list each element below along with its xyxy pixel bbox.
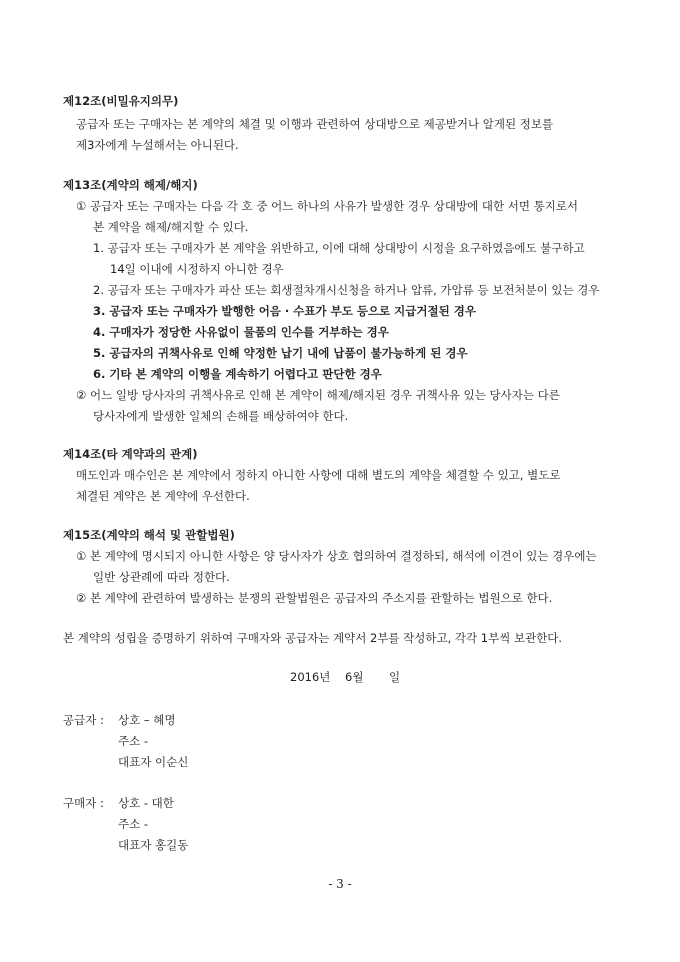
article-13-item-3: 3. 공급자 또는 구매자가 발행한 어음 · 수표가 부도 등으로 지급거절된 경우: [93, 304, 476, 318]
supplier-name: 상호 – 혜명: [118, 713, 176, 727]
article-14-title: 제14조(타 계약과의 관계): [63, 447, 198, 461]
article-13-item-1: 1. 공급자 또는 구매자가 본 계약을 위반하고, 이에 대해 상대방이 시정을 요구하였음에도 불구하고: [93, 241, 585, 255]
article-13-para-1-line-2: 본 계약을 해제/해지할 수 있다.: [93, 220, 249, 234]
closing-statement: 본 계약의 성립을 증명하기 위하여 구매자와 공급자는 계약서 2부를 작성하고, 각각 1부씩 보관한다.: [63, 631, 563, 645]
article-13-title: 제13조(계약의 해제/해지): [63, 178, 198, 192]
date-year: 2016년: [290, 670, 331, 684]
date-day: 일: [389, 670, 401, 684]
article-14-line-1: 매도인과 매수인은 본 계약에서 정하지 아니한 사항에 대해 별도의 계약을 체결할 수 있고, 별도로: [76, 468, 561, 482]
article-13-item-6: 6. 기타 본 계약의 이행을 계속하기 어렵다고 판단한 경우: [93, 367, 382, 381]
article-12-line-2: 제3자에게 누설해서는 아니된다.: [76, 138, 239, 152]
supplier-representative: 대표자 이순신: [118, 755, 189, 769]
buyer-name: 상호 - 대한: [118, 796, 174, 810]
article-13-item-4: 4. 구매자가 정당한 사유없이 물품의 인수를 거부하는 경우: [93, 325, 389, 339]
page-number: - 3 -: [328, 877, 352, 891]
article-13-para-2-line-1: ② 어느 일방 당사자의 귀책사유로 인해 본 계약이 해제/해지된 경우 귀책사유 있는 당사자는 다른: [76, 388, 560, 402]
article-13-para-1-line-1: ① 공급자 또는 구매자는 다음 각 호 중 어느 하나의 사유가 발생한 경우 상대방에 대한 서면 통지로서: [76, 199, 579, 213]
supplier-label: 공급자 :: [63, 713, 104, 727]
article-12-line-1: 공급자 또는 구매자는 본 계약의 체결 및 이행과 관련하여 상대방으로 제공받거나 알게된 정보를: [76, 117, 554, 131]
buyer-representative: 대표자 홍길동: [118, 838, 189, 852]
article-15-line-3: ② 본 계약에 관련하여 발생하는 분쟁의 관할법원은 공급자의 주소지를 관할하는 법원으로 한다.: [76, 591, 553, 605]
buyer-label: 구매자 :: [63, 796, 104, 810]
article-15-line-2: 일반 상관례에 따라 정한다.: [93, 570, 230, 584]
article-13-item-1-cont: 14일 이내에 시정하지 아니한 경우: [110, 262, 284, 276]
article-12-title: 제12조(비밀유지의무): [63, 94, 179, 108]
date-month: 6월: [345, 670, 364, 684]
article-14-line-2: 체결된 계약은 본 계약에 우선한다.: [76, 489, 250, 503]
supplier-address: 주소 -: [118, 734, 149, 748]
article-15-line-1: ① 본 계약에 명시되지 아니한 사항은 양 당사자가 상호 협의하여 결정하되, 해석에 이견이 있는 경우에는: [76, 549, 597, 563]
article-13-item-2: 2. 공급자 또는 구매자가 파산 또는 회생절차개시신청을 하거나 압류, 가압류 등 보전처분이 있는 경우: [93, 283, 600, 297]
article-13-item-5: 5. 공급자의 귀책사유로 인해 약정한 납기 내에 납품이 불가능하게 된 경우: [93, 346, 468, 360]
buyer-address: 주소 -: [118, 817, 149, 831]
article-13-para-2-line-2: 당사자에게 발생한 일체의 손해를 배상하여야 한다.: [93, 409, 349, 423]
article-15-title: 제15조(계약의 해석 및 관할법원): [63, 528, 235, 542]
